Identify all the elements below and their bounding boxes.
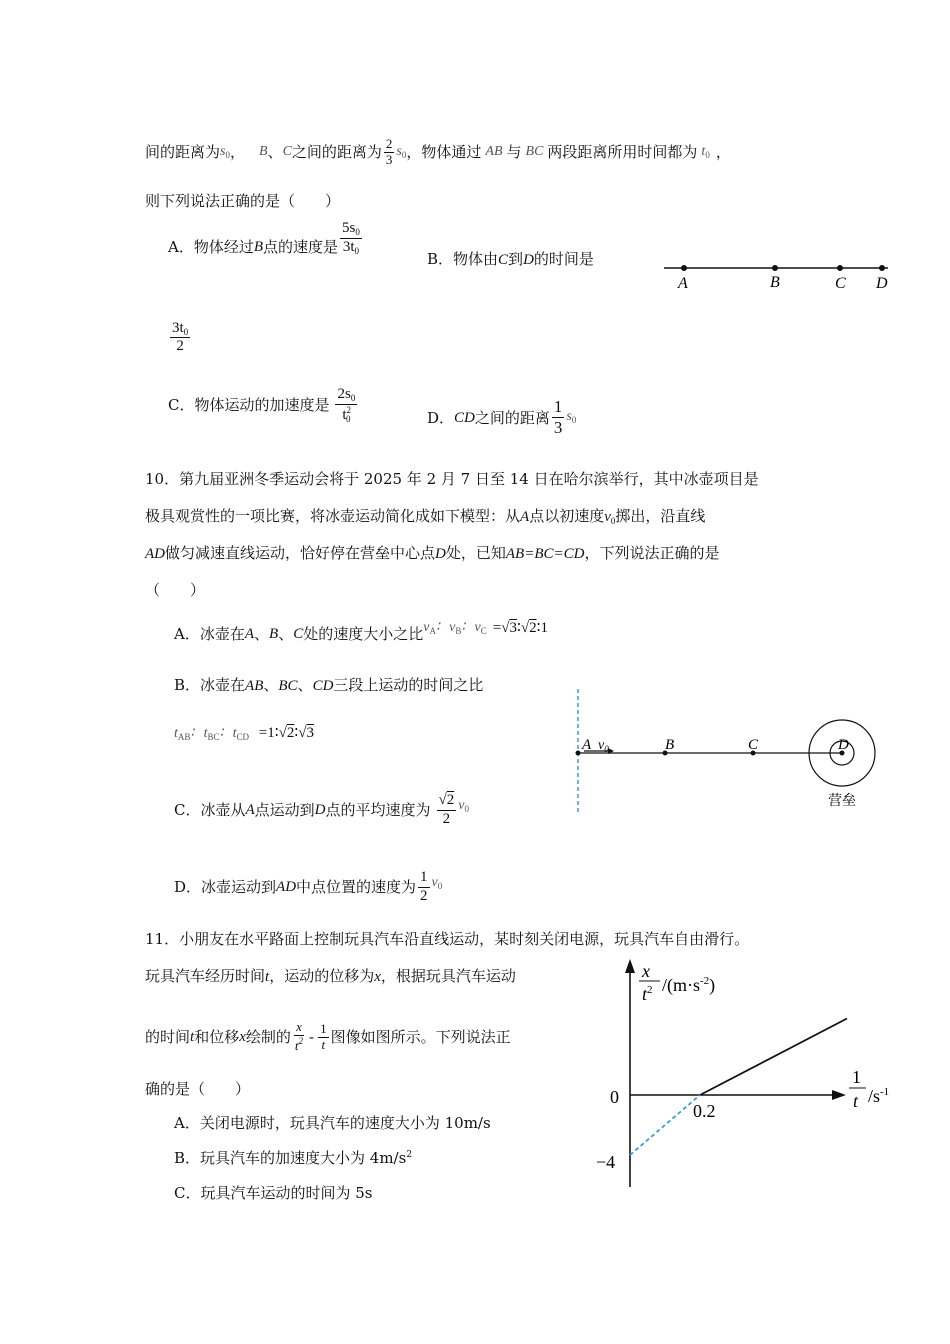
fraction-1-2: $\frac{1}{2}$ [420, 869, 428, 904]
option-text: 到 [508, 250, 524, 268]
q11-line3: 的时间 t 和位移 x 绘制的 $\frac{x}{t^2}$ - $\frac{1}{t}$ 图像如图所示。下列说法正 [145, 1019, 511, 1053]
fraction-2s0-t0sq: $\frac{2s_0}{t^2_0}$ [337, 386, 356, 424]
option-text: 点的速度是 [263, 238, 339, 256]
q10-line4: （ ） [145, 581, 206, 599]
x-axis-arrow [832, 1090, 846, 1100]
label-a: A [678, 275, 688, 292]
q11-option-c: C．玩具汽车运动的时间为 5s [174, 1184, 373, 1202]
label-d: D [838, 737, 849, 753]
ratio-values-a: =√3∶√2∶1 [492, 620, 548, 636]
q10-option-c: C．冰壶从 A 点运动到 D 点的平均速度为 $\frac{√2}{2}$ $v_0$ [174, 792, 469, 827]
point-b [772, 265, 778, 271]
option-text: 的时间是 [533, 250, 594, 268]
q11-line1: 11．小朋友在水平路面上控制玩具汽车沿直线运动，某时刻关闭电源，玩具汽车自由滑行。 [145, 930, 750, 948]
y-label-num: x [642, 961, 650, 981]
q11-option-a: A．关闭电源时，玩具汽车的速度大小为 10m/s [174, 1114, 491, 1132]
q10-line3: AD做匀减速直线运动，恰好停在营垒中心点D处，已知AB=BC=CD，下列说法正确的是 [145, 544, 720, 562]
q9-option-d [427, 395, 576, 440]
label-a: A [582, 737, 592, 753]
x-label-unit: $/s^{-1}$ [868, 1086, 890, 1106]
fraction-5s0-3t0: $\frac{5s_0}{3t_0}$ [342, 220, 360, 256]
point-a [576, 751, 581, 756]
symbol-C: C [282, 143, 292, 159]
point-d [879, 265, 885, 271]
option-text: A．物体经过 [168, 238, 254, 256]
q9-text: 间的距离为 [145, 143, 221, 161]
q11-option-b: B．玩具汽车的加速度大小为 $4m/s^2$ [174, 1149, 413, 1167]
symbol-BC: BC [525, 143, 544, 159]
fraction-1-3: $\frac{1}{3}$ [553, 397, 563, 437]
q9-text: ， [229, 143, 245, 161]
label-camp: 营垒 [828, 794, 856, 809]
symbol-A: A [520, 509, 530, 525]
q9-text: 与 [506, 143, 522, 161]
y-label-unit: $/(m\cdot s^{-2})$ [662, 975, 716, 995]
origin-label: 0 [610, 1087, 619, 1107]
y-label-den: $t^2$ [642, 984, 653, 1004]
option-text: 之间的距离 [474, 408, 550, 427]
q9-text: 两段距离所用时间都为 [547, 143, 698, 161]
label-d: D [876, 275, 888, 292]
q10-option-d: D．冰壶运动到 AD 中点位置的速度为 $\frac{1}{2}$ $v_0$ [174, 869, 443, 904]
q11-chart [590, 955, 890, 1195]
symbol-C: C [498, 252, 509, 268]
q10-option-b-ratio: $t_{AB}∶$ $t_{BC}∶$ $t_{CD}$ =1∶√2∶√3 [174, 725, 315, 742]
q9-option-b [427, 250, 594, 269]
fraction-1-t: $\frac{1}{t}$ [320, 1020, 327, 1052]
q11-line2: 玩具汽车经历时间t，运动的位移为x，根据玩具汽车运动 [145, 967, 516, 985]
symbol-t0: $t_0$ [701, 143, 710, 160]
fraction-3t0-2: $\frac{3t_0}{2}$ [172, 320, 189, 355]
q10-figure-curling [570, 685, 880, 820]
label-b: B [770, 274, 780, 291]
q10-line1: 10．第九届亚洲冬季运动会将于 2025 年 2 月 7 日至 14 日在哈尔滨举行，其中冰壶项目是 [145, 470, 759, 488]
q9-line1 [145, 132, 731, 172]
q9-option-a [168, 222, 364, 272]
y-tick-label-neg4: −4 [596, 1152, 616, 1172]
symbol-s0: $s_0$ [566, 409, 577, 426]
ratio-va-vb-vc: $v_A∶$ $v_B∶$ $v_C$ [423, 619, 487, 636]
option-text: D． [427, 408, 455, 427]
symbol-D: D [435, 546, 446, 562]
x-label-den: t [853, 1091, 859, 1111]
q9-text: 、 [267, 143, 283, 161]
symbol-CD: CD [454, 409, 475, 426]
point-c [837, 265, 843, 271]
fraction-2-3: $\frac{2}{3}$ [385, 135, 393, 167]
series-line-dashed [630, 1095, 700, 1155]
symbol-AD: AD [145, 546, 165, 562]
q10-option-b: B．冰壶在AB、BC、CD三段上运动的时间之比 [174, 676, 484, 694]
label-c: C [835, 275, 846, 292]
q9-figure-line-abcd [660, 255, 895, 295]
label-c: C [748, 737, 759, 753]
q9-line2: 则下列说法正确的是（ ） [145, 192, 341, 210]
label-b: B [665, 737, 675, 753]
q10-line2: 极具观赏性的一项比赛，将冰壶运动简化成如下模型：从A点以初速度$v_0$掷出，沿直线 [145, 507, 706, 526]
q9-option-c [168, 380, 359, 430]
q9-text: ，物体通过 [406, 143, 482, 161]
q9-option-b-value [168, 320, 192, 356]
q10-option-a: A．冰壶在 A 、 B 、 C 处的速度大小之比 $v_A∶$ $v_B∶$ $v_C$ =√3∶√2∶1 [174, 619, 548, 643]
symbol-AB: AB [485, 143, 503, 159]
q9-text: ， [715, 143, 731, 161]
symbol-s0: $s_0$ [396, 143, 407, 160]
fraction-x-t2: $\frac{x}{t^2}$ [294, 1019, 304, 1053]
symbol-s0: $s_0$ [220, 143, 230, 160]
symbol-B: B [253, 239, 264, 255]
option-text: B．物体由 [427, 250, 499, 268]
fraction-sqrt2-2: $\frac{√2}{2}$ [438, 792, 455, 827]
y-axis-arrow [625, 959, 635, 973]
symbol-D: D [523, 252, 534, 268]
symbol-v0: $v_0$ [604, 509, 616, 526]
symbol-B: B [258, 143, 268, 159]
equation-ab-bc-cd: AB=BC=CD [505, 546, 585, 562]
q9-text: 之间的距离为 [291, 143, 382, 161]
series-line-solid [700, 1019, 847, 1096]
x-tick-label-0.2: 0.2 [693, 1101, 716, 1121]
x-label-num: 1 [852, 1067, 861, 1087]
point-a [681, 265, 687, 271]
option-text: C．物体运动的加速度是 [168, 396, 330, 414]
label-v0: $v_0$ [598, 738, 609, 754]
q11-line4: 确的是（ ） [145, 1080, 251, 1098]
